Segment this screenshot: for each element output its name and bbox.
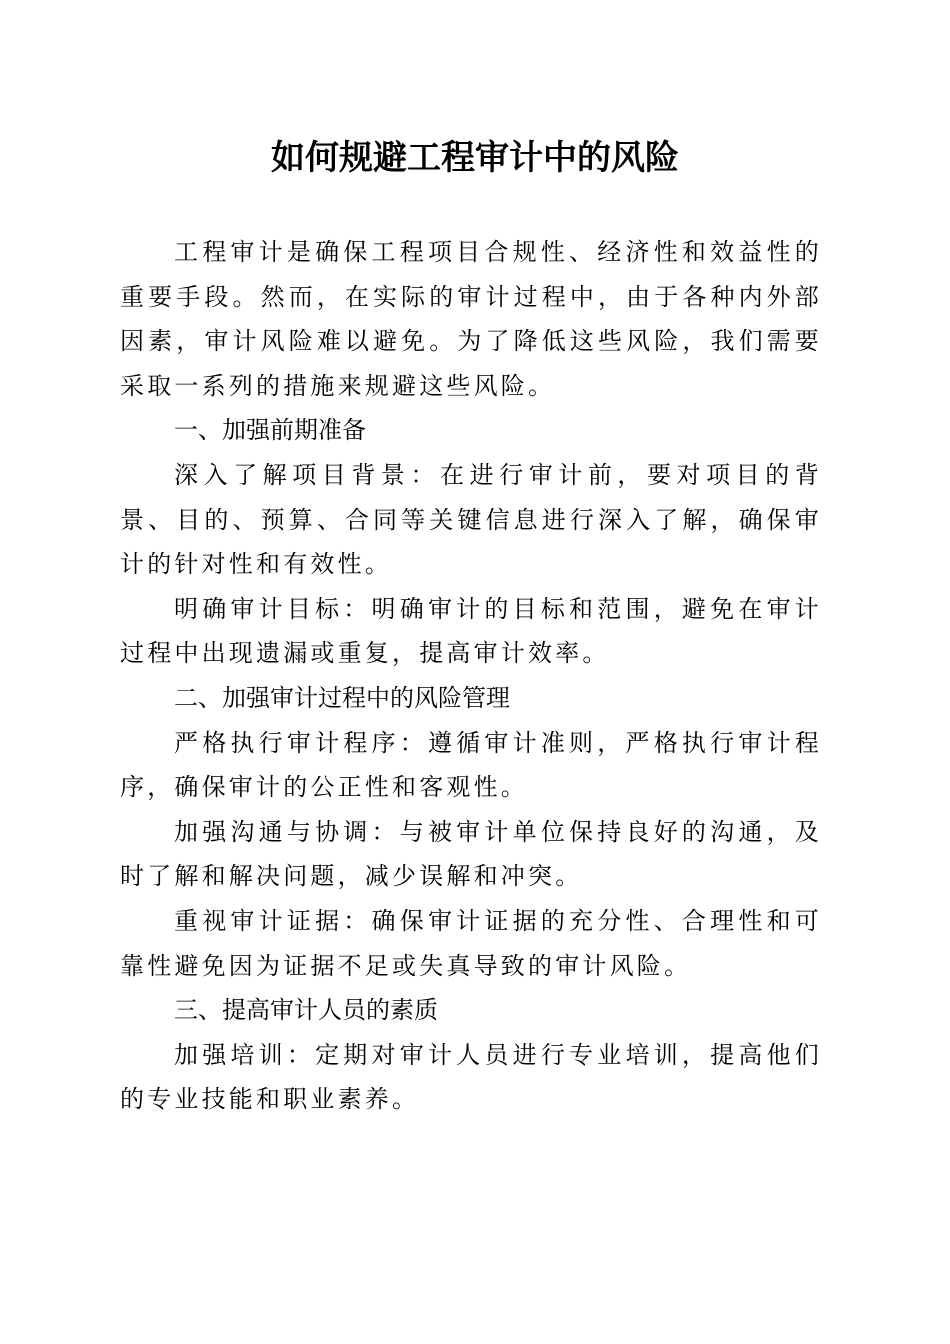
section-3: [120, 988, 822, 1122]
intro-paragraph: 工程审计是确保工程项目合规性、经济性和效益性的重要手段。然而，在实际的审计过程中，由于各种内外部因素，审计风险难以避免。为了降低这些风险，我们需要采取一系列的措施来规避这些风险。: [120, 238, 822, 400]
document-body: [120, 230, 822, 1122]
section-2: [120, 676, 822, 988]
section-paragraph: 加强沟通与协调：与被审计单位保持良好的沟通，及时了解和解决问题，减少误解和冲突。: [120, 817, 822, 891]
section-paragraph: 加强培训：定期对审计人员进行专业培训，提高他们的专业技能和职业素养。: [120, 1040, 822, 1114]
section-paragraph: 明确审计目标：明确审计的目标和范围，避免在审计过程中出现遗漏或重复，提高审计效率。: [120, 594, 822, 668]
section-paragraph: 深入了解项目背景：在进行审计前，要对项目的背景、目的、预算、合同等关键信息进行深入了解，确保审计的针对性和有效性。: [120, 460, 822, 579]
section-paragraph: 严格执行审计程序：遵循审计准则，严格执行审计程序，确保审计的公正性和客观性。: [120, 728, 822, 802]
section-heading: 三、提高审计人员的素质: [174, 996, 438, 1025]
document-title: 如何规避工程审计中的风险: [271, 138, 679, 178]
section-1: [120, 408, 822, 676]
section-heading: 一、加强前期准备: [174, 416, 366, 445]
section-heading: 二、加强审计过程中的风险管理: [174, 683, 510, 712]
section-paragraph: 重视审计证据：确保审计证据的充分性、合理性和可靠性避免因为证据不足或失真导致的审计风险。: [120, 906, 822, 980]
